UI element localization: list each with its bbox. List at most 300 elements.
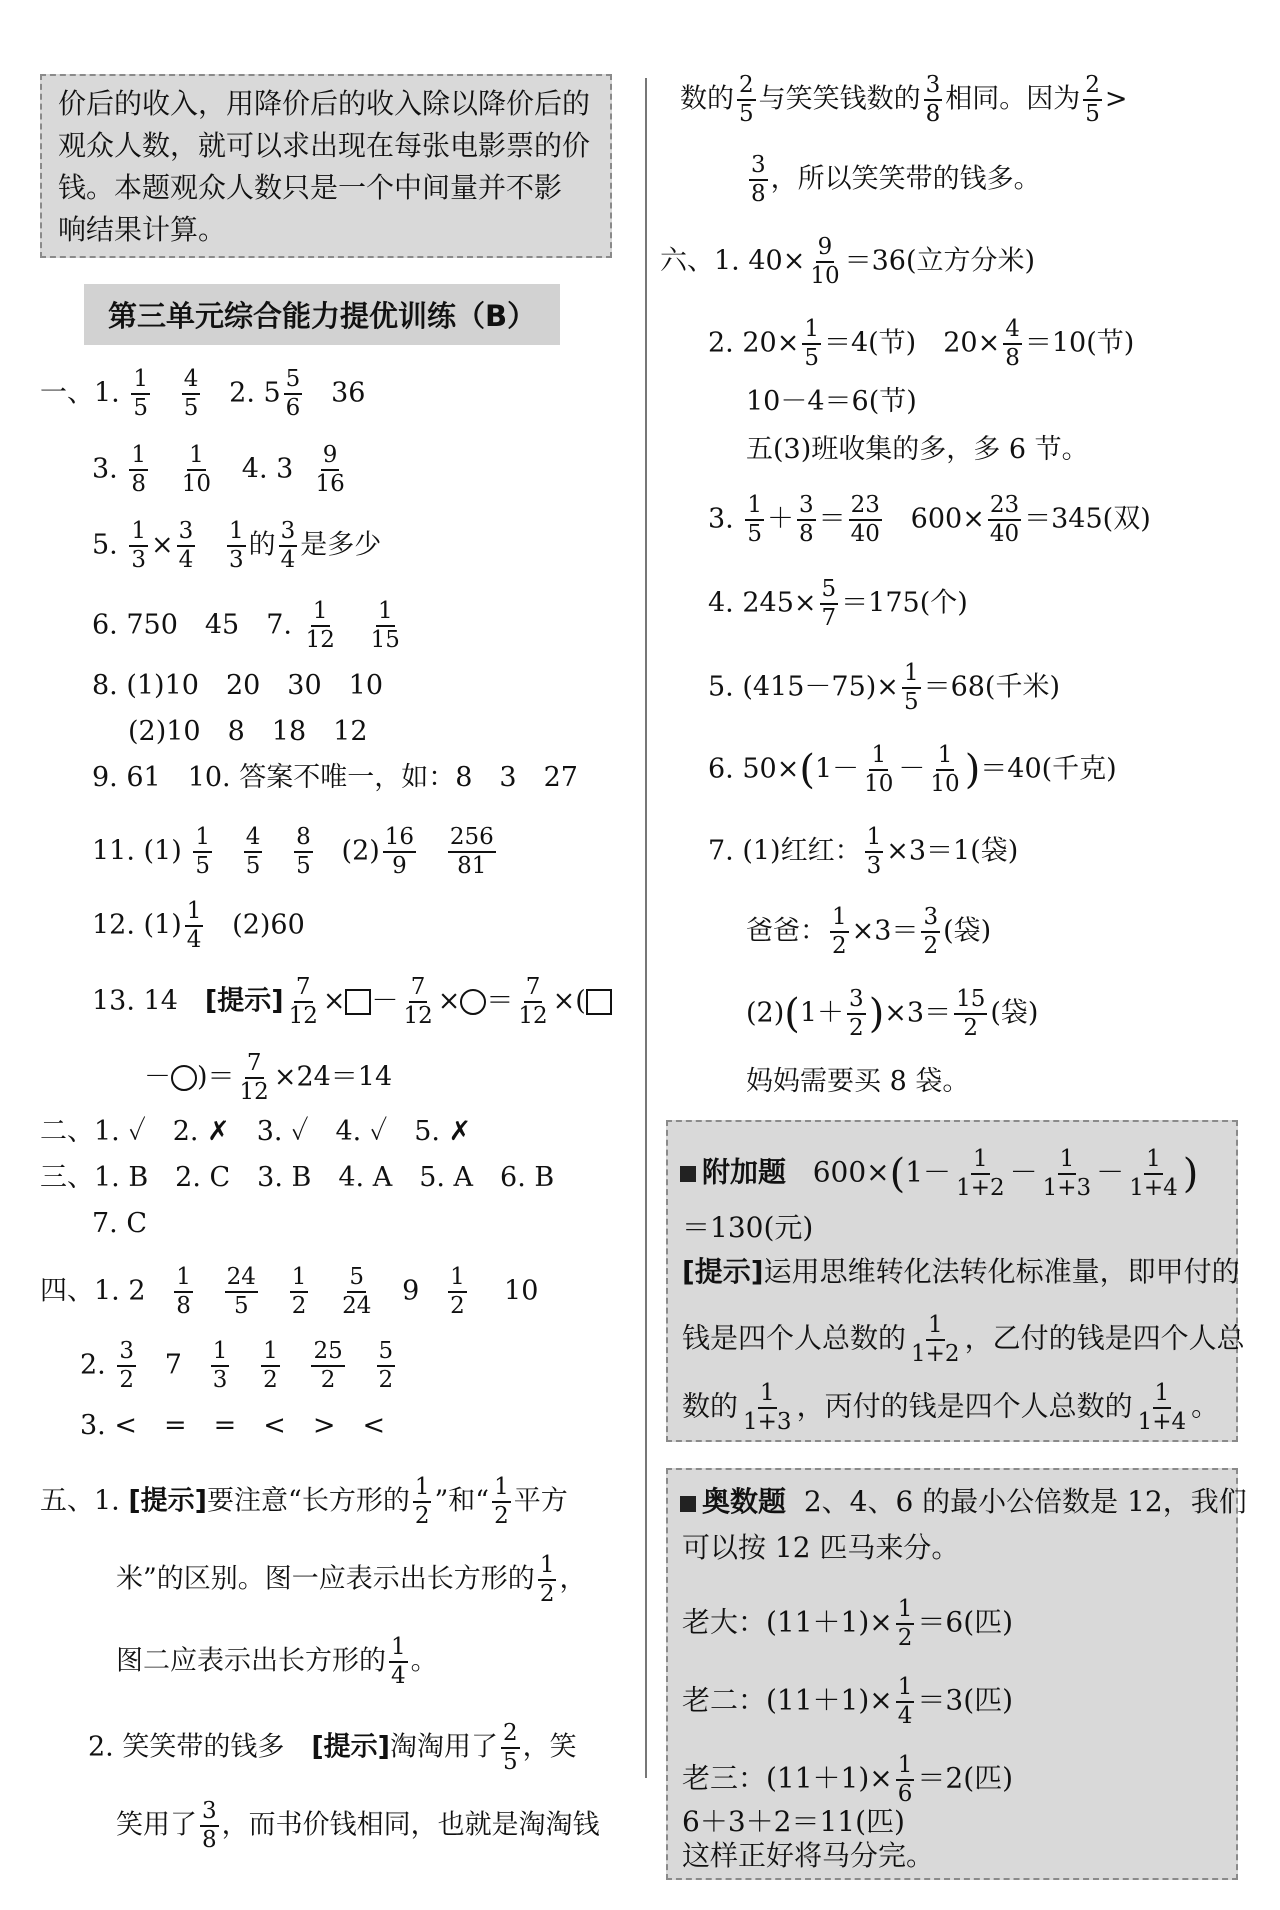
- text: ，: [559, 1563, 587, 1595]
- text: ×3＝: [884, 997, 952, 1029]
- denominator: 24: [342, 1293, 372, 1319]
- denominator: 2: [119, 1367, 134, 1393]
- text: 6. 50×: [708, 753, 800, 785]
- text: ”和“: [434, 1485, 490, 1517]
- denominator: 10: [864, 771, 894, 797]
- numerator: 7: [524, 976, 543, 1003]
- value: 7: [164, 1349, 182, 1381]
- numerator: 2: [737, 74, 756, 101]
- minus-sign: －: [898, 753, 926, 785]
- answer-9-10: 9. 61 10. 答案不唯一，如：8 3 27: [92, 762, 578, 793]
- left-paren: (: [784, 991, 800, 1037]
- numerator: 1: [758, 1382, 777, 1409]
- extra-line-5: [682, 1382, 1219, 1434]
- text: 老三：(11＋1)×: [682, 1761, 893, 1795]
- times-sign: ×: [437, 985, 461, 1017]
- fraction: [737, 74, 756, 126]
- extra-line-4: [682, 1314, 1245, 1366]
- fraction: [862, 744, 895, 796]
- olymp-line-4: [682, 1676, 1013, 1728]
- olymp-line-3: [682, 1598, 1013, 1650]
- numerator: 1: [869, 744, 888, 771]
- section-2-answers: 二、1. ✓ 2. ✗ 3. ✓ 4. ✓ 5. ✗: [40, 1116, 472, 1147]
- fraction: [177, 520, 196, 572]
- denominator: 1+4: [1137, 1409, 1187, 1435]
- answer-6-7: [92, 600, 405, 652]
- denominator: 2: [320, 1367, 336, 1393]
- denominator: 2: [494, 1503, 509, 1529]
- text: 平方: [513, 1485, 568, 1517]
- text: 的: [248, 529, 276, 561]
- fraction: [492, 1476, 511, 1528]
- numerator: 4: [182, 368, 201, 395]
- text: 2. 20×: [708, 327, 800, 359]
- numerator: 7: [294, 976, 313, 1003]
- denominator: 5: [804, 345, 819, 371]
- answer-1-2: [40, 368, 365, 420]
- denominator: 5: [503, 1749, 518, 1775]
- fraction: [401, 976, 434, 1028]
- section-4-1: [40, 1266, 538, 1318]
- fraction: [928, 744, 961, 796]
- fraction: [849, 494, 882, 546]
- text: 米”的区别。图一应表示出长方形的: [116, 1563, 535, 1595]
- denominator: 4: [391, 1663, 406, 1689]
- numerator: 9: [321, 444, 340, 471]
- text: ＝345(双): [1024, 503, 1151, 535]
- fraction: [131, 368, 150, 420]
- denominator: 81: [457, 853, 487, 879]
- numerator: 5: [377, 1340, 396, 1367]
- fraction: [896, 1676, 915, 1728]
- numerator: 3: [847, 988, 866, 1015]
- text: 600×: [910, 503, 985, 535]
- fraction: [1136, 1382, 1189, 1434]
- denominator: 5: [183, 395, 199, 421]
- fraction: [1003, 318, 1022, 370]
- left-paren: (: [799, 747, 815, 793]
- denominator: 8: [176, 1293, 191, 1319]
- q-num: 5.: [92, 529, 118, 561]
- section-label: 一、: [40, 377, 94, 409]
- text: (袋): [990, 997, 1039, 1029]
- fraction: [340, 1266, 373, 1318]
- r-line-2: [746, 154, 1041, 206]
- numerator: 1: [492, 1476, 511, 1503]
- denominator: 1+2: [911, 1341, 960, 1367]
- numerator: 1: [538, 1554, 557, 1581]
- text: ＝68(千米): [923, 671, 1061, 703]
- denominator: 15: [370, 627, 400, 653]
- fraction: [193, 826, 212, 878]
- text: ＝40(千克): [980, 753, 1117, 785]
- section-6-3: [708, 494, 1151, 546]
- numerator: 1: [376, 600, 395, 627]
- section-6-6: [708, 744, 1117, 796]
- numerator: 3: [921, 906, 940, 933]
- denominator: 5: [747, 521, 762, 547]
- denominator: 5: [245, 853, 261, 879]
- extra-line-1: [680, 1148, 1198, 1200]
- q-num: 11. (1): [92, 835, 182, 867]
- fraction: [313, 444, 346, 496]
- fraction: [808, 236, 841, 288]
- fraction: [238, 1052, 271, 1104]
- fraction: [896, 1598, 915, 1650]
- section-5-2-cont: [116, 1800, 600, 1852]
- fraction: [244, 826, 263, 878]
- text: 1－: [905, 1155, 952, 1189]
- fraction: [369, 600, 402, 652]
- numerator: 3: [924, 74, 943, 101]
- denominator: 5: [739, 101, 754, 127]
- equals-sign: ＝: [486, 985, 514, 1017]
- answer-8-2: (2)10 8 18 12: [128, 716, 368, 747]
- fraction: [501, 1722, 520, 1774]
- text: 老二：(11＋1)×: [682, 1683, 893, 1717]
- q-num: 4. 3: [241, 453, 294, 485]
- heading-marker-icon: [680, 1496, 696, 1512]
- extra-question-box: [666, 1120, 1245, 1442]
- denominator: 10: [181, 471, 212, 497]
- denominator: 12: [518, 1003, 548, 1029]
- denominator: 2: [378, 1367, 394, 1393]
- q-num: 2. 5: [229, 377, 281, 409]
- numerator: 15: [954, 988, 987, 1015]
- numerator: 3: [200, 1800, 219, 1827]
- denominator: 2: [539, 1581, 555, 1607]
- denominator: 10: [810, 263, 840, 289]
- numerator: 25: [311, 1340, 344, 1367]
- text: 相同。因为: [945, 83, 1081, 115]
- answer-13-cont: [144, 1052, 392, 1104]
- numerator: 1: [193, 826, 212, 853]
- numerator: 4: [1003, 318, 1022, 345]
- text: (袋): [943, 915, 992, 947]
- square-symbol: [586, 989, 612, 1015]
- fraction: [117, 1340, 136, 1392]
- q-num: 12. (1): [92, 909, 182, 941]
- denominator: 8: [925, 101, 941, 127]
- numerator: 1: [1144, 1148, 1163, 1175]
- intro-note-box: [40, 74, 612, 258]
- section-5-1-cont: [116, 1554, 586, 1606]
- fraction: [294, 826, 313, 878]
- numerator: 1: [830, 906, 849, 933]
- text: 600×: [812, 1155, 890, 1189]
- fraction: [261, 1340, 280, 1392]
- denominator: 1+3: [743, 1409, 792, 1435]
- fraction: [377, 1340, 396, 1392]
- denominator: 5: [133, 395, 148, 421]
- text: 爸爸：: [746, 915, 827, 947]
- fraction: [954, 988, 987, 1040]
- denominator: 1+3: [1042, 1175, 1092, 1201]
- text: 数的: [680, 83, 734, 115]
- q-num: 2.: [80, 1349, 106, 1381]
- q-num: 6. 750 45 7.: [92, 609, 292, 641]
- answer-3-4: [92, 444, 350, 496]
- section-6-7: [708, 826, 1018, 878]
- section-3-answers: 三、1. B 2. C 3. B 4. A 5. A 6. B: [40, 1162, 555, 1193]
- denominator: 2: [897, 1625, 913, 1651]
- value: 10: [504, 1275, 539, 1307]
- fraction: [311, 1340, 344, 1392]
- minus-sign: －: [1096, 1155, 1125, 1189]
- answer-5: [92, 520, 381, 572]
- text: ＝3(匹): [917, 1683, 1014, 1717]
- fraction: [182, 368, 201, 420]
- section-5-2: [88, 1722, 577, 1774]
- fraction: [820, 578, 839, 630]
- hint-label: [提示]: [311, 1731, 391, 1763]
- fraction: [830, 906, 849, 958]
- text: 2、4、6 的最小公倍数是 12，我们: [803, 1485, 1247, 1518]
- numerator: 1: [187, 444, 206, 471]
- text: ＝2(匹): [917, 1761, 1014, 1795]
- fraction: [1041, 1148, 1094, 1200]
- fraction: [745, 494, 764, 546]
- denominator: 3: [229, 547, 244, 573]
- section-6-1: [660, 236, 1035, 288]
- numerator: 1: [261, 1340, 280, 1367]
- fraction: [129, 444, 148, 496]
- numerator: 256: [448, 826, 496, 853]
- denominator: 6: [897, 1781, 913, 1807]
- q-num: (2): [341, 835, 380, 867]
- text: 六、1. 40×: [660, 245, 806, 277]
- text: 是多少: [300, 529, 382, 561]
- text: ，而书价钱相同，也就是淘淘钱: [221, 1809, 600, 1841]
- answer-8-1: 8. (1)10 20 30 10: [92, 670, 384, 701]
- denominator: 9: [392, 853, 407, 879]
- text: ，笑: [522, 1731, 577, 1763]
- fraction: [802, 318, 821, 370]
- denominator: 12: [239, 1079, 269, 1105]
- text: ＝10(节): [1024, 327, 1135, 359]
- numerator: 3: [797, 494, 816, 521]
- numerator: 16: [383, 826, 416, 853]
- numerator: 1: [311, 600, 330, 627]
- denominator: 16: [315, 471, 345, 497]
- fraction: [290, 1266, 309, 1318]
- numerator: 1: [926, 1314, 945, 1341]
- times-sign: ×(: [552, 985, 586, 1017]
- equals-sign: ＝: [818, 503, 846, 535]
- section-4-2: [80, 1340, 398, 1392]
- q-num: 四、1. 2: [40, 1275, 146, 1307]
- numerator: 7: [409, 976, 428, 1003]
- denominator: 3: [131, 547, 146, 573]
- numerator: 1: [896, 1754, 915, 1781]
- denominator: 6: [285, 395, 301, 421]
- hint-label: [提示]: [128, 1485, 208, 1517]
- section-3-answers-cont: 7. C: [92, 1208, 148, 1239]
- fraction: [304, 600, 337, 652]
- fraction: [902, 662, 921, 714]
- numerator: 3: [749, 154, 768, 181]
- fraction: [180, 444, 213, 496]
- denominator: 8: [202, 1827, 217, 1853]
- r-line-1: [680, 74, 1128, 126]
- note-line: 价后的收入，用降价后的收入除以降价后的: [58, 87, 591, 120]
- text: 5. (415－75)×: [708, 671, 899, 703]
- text: 4. 245×: [708, 587, 817, 619]
- numerator: 4: [244, 826, 263, 853]
- denominator: 4: [186, 927, 202, 953]
- minus-sign: －: [144, 1061, 171, 1093]
- section-6-2: [708, 318, 1134, 370]
- denominator: 2: [849, 1015, 864, 1041]
- fraction: [847, 988, 866, 1040]
- answer-11: [92, 826, 499, 878]
- fraction: [896, 1754, 915, 1806]
- note-line: 响结果计算。: [58, 213, 227, 246]
- denominator: 2: [263, 1367, 278, 1393]
- fraction: [389, 1636, 408, 1688]
- fraction: [413, 1476, 432, 1528]
- numerator: 3: [177, 520, 196, 547]
- text: >: [1104, 83, 1128, 115]
- text: 图二应表示出长方形的: [116, 1645, 386, 1677]
- fraction: [225, 1266, 258, 1318]
- denominator: 5: [195, 853, 211, 879]
- section-6-2-b: 10－4＝6(节): [746, 386, 917, 417]
- text: 笑用了: [116, 1809, 197, 1841]
- numerator: 8: [294, 826, 313, 853]
- numerator: 1: [290, 1266, 309, 1293]
- text: ×3＝: [851, 915, 919, 947]
- plus-sign: ＋: [767, 503, 794, 535]
- numerator: 1: [131, 368, 150, 395]
- text: ，乙付的钱是四个人总: [964, 1321, 1245, 1355]
- denominator: 12: [403, 1003, 433, 1029]
- denominator: 1+2: [956, 1175, 1005, 1201]
- fraction: [383, 826, 416, 878]
- heading-marker-icon: [680, 1166, 696, 1182]
- numerator: 7: [245, 1052, 264, 1079]
- section-6-5: [708, 662, 1060, 714]
- numerator: 1: [971, 1148, 990, 1175]
- fraction: [448, 826, 496, 878]
- numerator: 5: [820, 578, 839, 605]
- text: 运用思维转化法转化标准量，即甲付的: [763, 1255, 1240, 1288]
- right-paren: ): [868, 991, 885, 1037]
- numerator: 1: [211, 1340, 230, 1367]
- denominator: 4: [280, 547, 296, 573]
- numerator: 1: [129, 520, 148, 547]
- numerator: 1: [389, 1636, 408, 1663]
- numerator: 1: [174, 1266, 193, 1293]
- denominator: 4: [897, 1703, 913, 1729]
- text: ＝175(个): [841, 587, 968, 619]
- fraction: [1127, 1148, 1180, 1200]
- denominator: 40: [989, 521, 1020, 547]
- value: (2)60: [232, 909, 305, 941]
- denominator: 8: [131, 471, 146, 497]
- extra-line-2: ＝130(元): [682, 1211, 814, 1244]
- times-sign: ×: [151, 529, 174, 561]
- q-num: 3.: [92, 453, 118, 485]
- note-line: 钱。本题观众人数只是一个中间量并不影: [58, 171, 563, 204]
- times-sign: ×: [322, 985, 346, 1017]
- fraction: [211, 1340, 230, 1392]
- fraction: [174, 1266, 193, 1318]
- text: 老大：(11＋1)×: [682, 1605, 893, 1639]
- numerator: 1: [902, 662, 921, 689]
- fraction: [797, 494, 816, 546]
- olympiad-box: [666, 1468, 1247, 1880]
- numerator: 1: [865, 826, 884, 853]
- numerator: 1: [1058, 1148, 1077, 1175]
- extra-heading: 附加题: [702, 1155, 787, 1189]
- result: ×24＝14: [273, 1061, 393, 1093]
- fraction: [749, 154, 768, 206]
- numerator: 1: [185, 900, 204, 927]
- section-4-3: 3. < = = < > <: [80, 1410, 386, 1441]
- text: 2. 笑笑带的钱多: [88, 1731, 312, 1763]
- section-6-4: [708, 578, 968, 630]
- numerator: 1: [227, 520, 246, 547]
- numerator: 1: [936, 744, 955, 771]
- section-6-7-d: 妈妈需要买 8 袋。: [746, 1066, 970, 1097]
- denominator: 2: [832, 933, 847, 959]
- fraction: [448, 1266, 467, 1318]
- numerator: 1: [802, 318, 821, 345]
- numerator: 2: [1083, 74, 1102, 101]
- denominator: 2: [923, 933, 939, 959]
- text: 。: [410, 1645, 438, 1677]
- square-symbol: [345, 989, 371, 1015]
- olymp-line-1: [680, 1485, 1247, 1518]
- section-6-7-c: [746, 988, 1038, 1040]
- numerator: 24: [225, 1266, 258, 1293]
- text: 1－: [814, 753, 860, 785]
- olympiad-heading: 奥数题: [702, 1485, 787, 1518]
- circle-symbol: [460, 989, 486, 1015]
- numerator: 1: [896, 1676, 915, 1703]
- fraction: [284, 368, 303, 420]
- fraction: [924, 74, 943, 126]
- fraction: [279, 520, 298, 572]
- numerator: 2: [501, 1722, 520, 1749]
- fraction: [865, 826, 884, 878]
- minus-sign: －: [371, 985, 399, 1017]
- minus-sign: －: [1009, 1155, 1038, 1189]
- text: ＝4(节) 20×: [823, 327, 1001, 359]
- numerator: 9: [816, 236, 835, 263]
- q-num: 1.: [94, 377, 120, 409]
- denominator: 12: [288, 1003, 318, 1029]
- fraction: [185, 900, 204, 952]
- denominator: 5: [233, 1293, 249, 1319]
- denominator: 4: [178, 547, 194, 573]
- text: ＝36(立方分米): [844, 245, 1036, 277]
- denominator: 10: [930, 771, 960, 797]
- fraction: [538, 1554, 557, 1606]
- fraction: [287, 976, 320, 1028]
- denominator: 12: [305, 627, 335, 653]
- right-paren: ): [1182, 1151, 1199, 1197]
- text: 与笑笑钱数的: [758, 83, 921, 115]
- circle-symbol: [171, 1065, 197, 1091]
- unit-title: 第三单元综合能力提优训练（B）: [84, 284, 560, 345]
- olymp-line-5: [682, 1754, 1013, 1806]
- note-line: 观众人数，就可以求出现在每张电影票的价: [58, 129, 591, 162]
- denominator: 2: [963, 1015, 979, 1041]
- fraction: [129, 520, 148, 572]
- fraction: [909, 1314, 962, 1366]
